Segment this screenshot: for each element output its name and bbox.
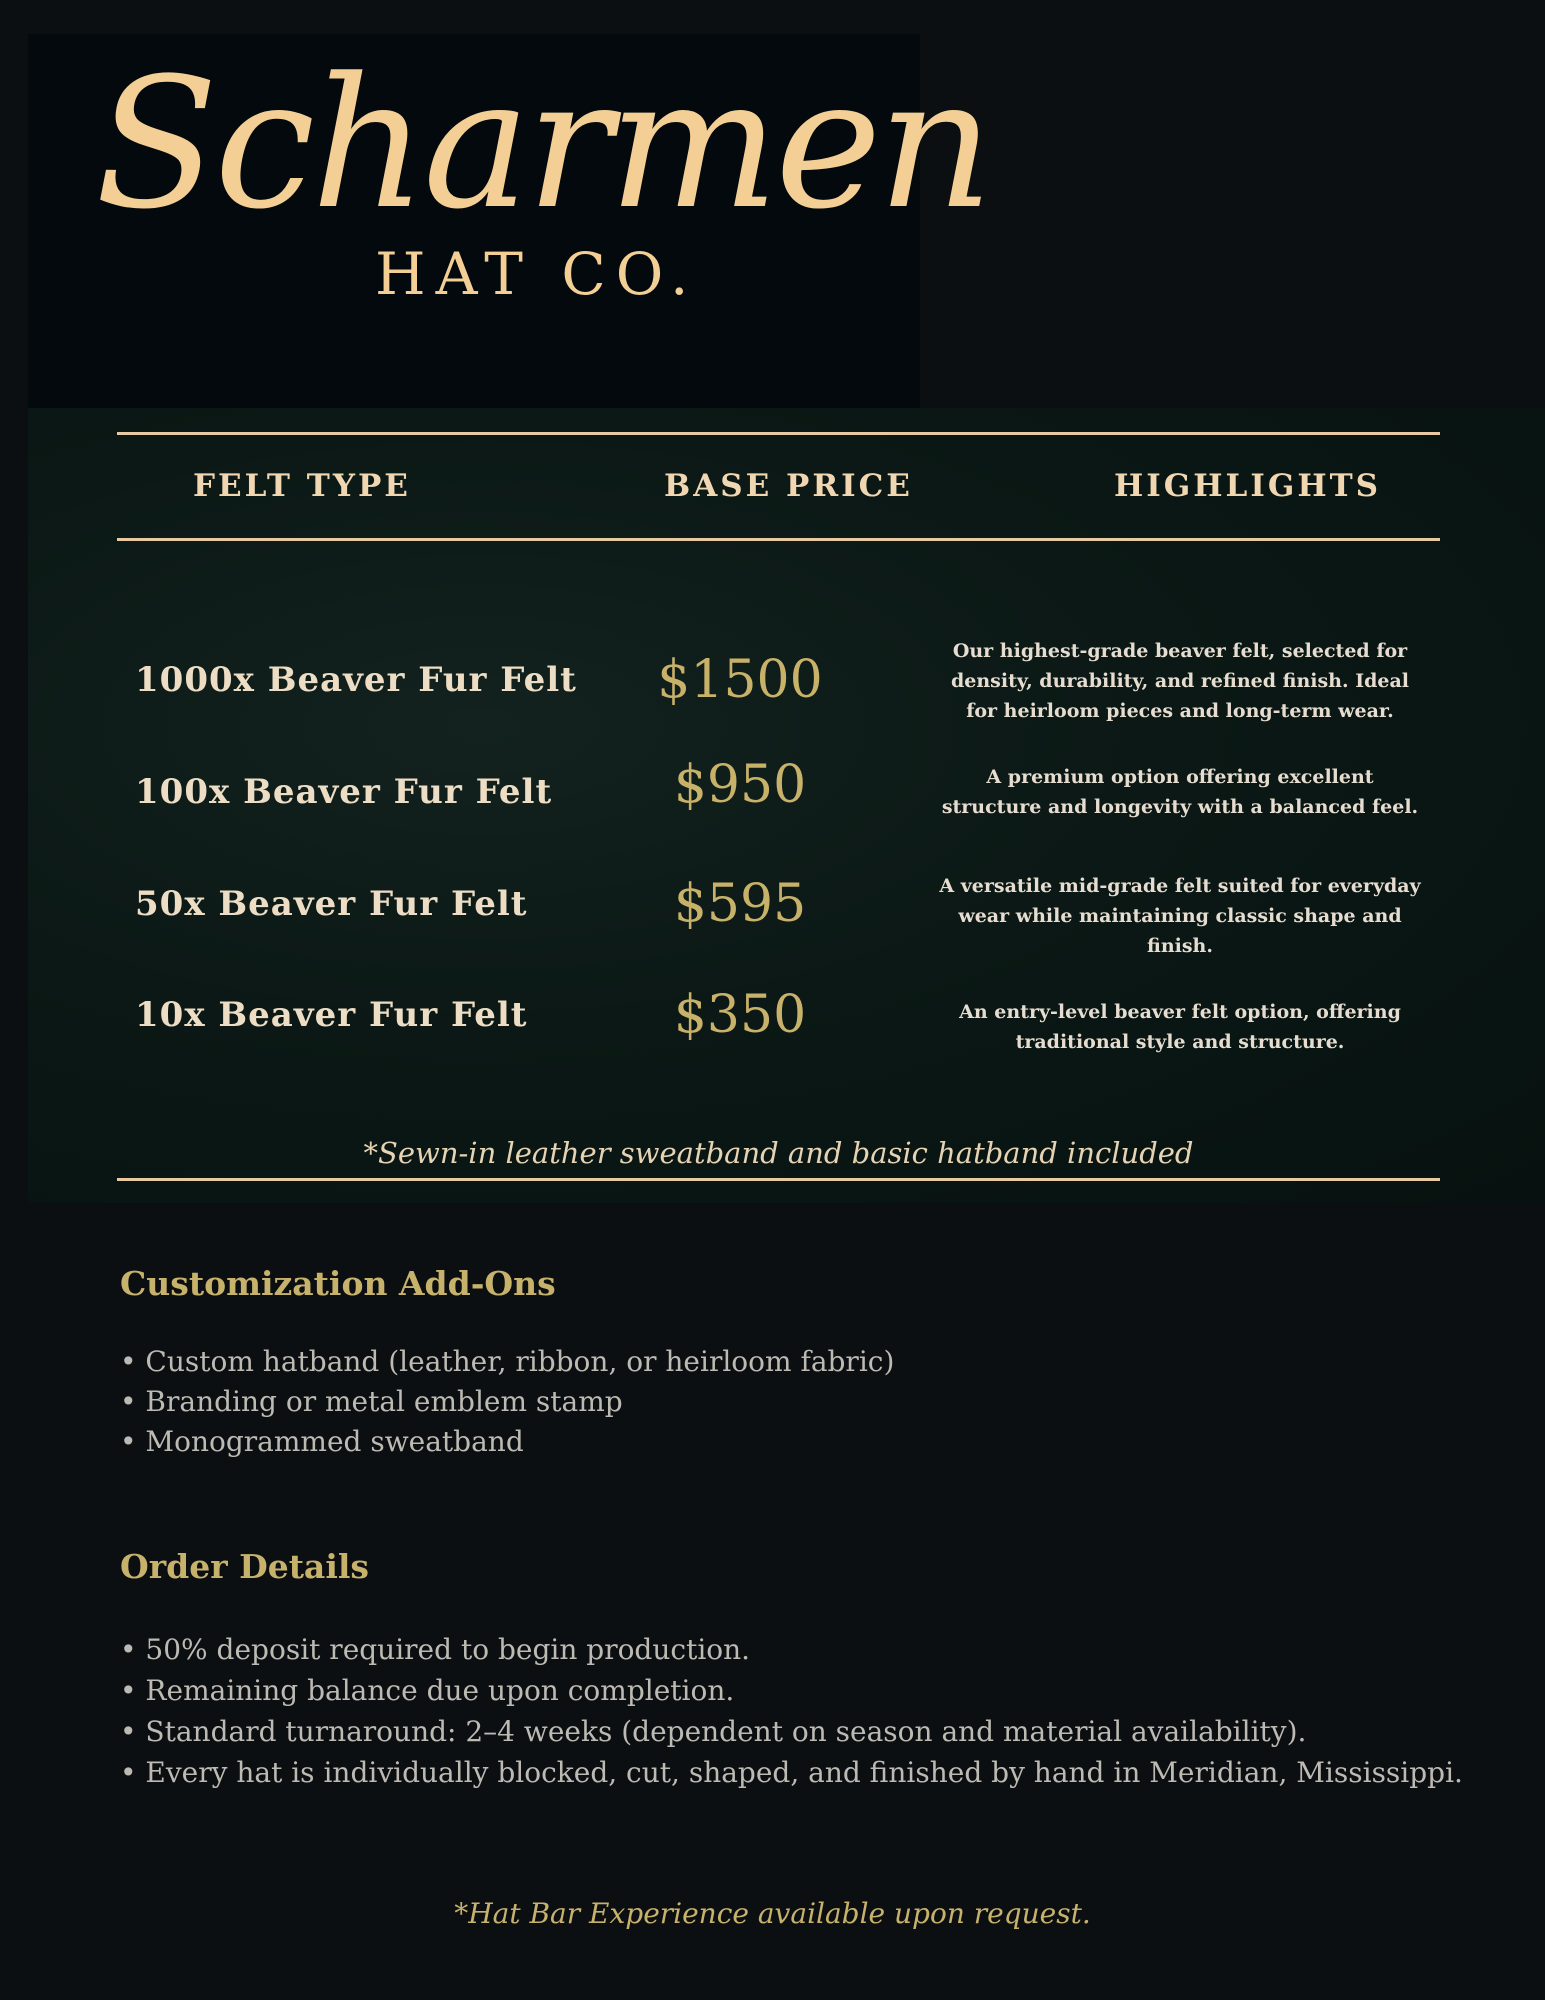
table-top-rule bbox=[117, 432, 1440, 435]
felt-name-100x: 100x Beaver Fur Felt bbox=[135, 772, 553, 812]
logo-subtitle: HAT CO. bbox=[375, 240, 699, 308]
order-details-title: Order Details bbox=[120, 1547, 369, 1586]
header-base-price: BASE PRICE bbox=[664, 468, 913, 504]
list-item: • Standard turnaround: 2–4 weeks (dependent on season and material availability). bbox=[120, 1715, 1307, 1748]
felt-price-10x: $350 bbox=[673, 985, 807, 1045]
list-item: • Branding or metal emblem stamp bbox=[120, 1385, 623, 1418]
felt-highlight-50x: A versatile mid-grade felt suited for everyday wear while maintaining classic shape and finish. bbox=[939, 875, 1421, 957]
felt-name-1000x: 1000x Beaver Fur Felt bbox=[135, 660, 577, 700]
footer-note: *Hat Bar Experience available upon request. bbox=[454, 1897, 1091, 1930]
felt-highlight-1000x: Our highest-grade beaver felt, selected for density, durability, and refined finish. Ideal for heirloom pieces and long-term wear. bbox=[950, 640, 1410, 722]
order-details-list bbox=[120, 1633, 1463, 1797]
list-item: • Every hat is individually blocked, cut, shaped, and finished by hand in Meridian, Mississippi. bbox=[120, 1756, 1463, 1789]
customization-title: Customization Add-Ons bbox=[120, 1264, 556, 1303]
felt-highlight-10x: An entry-level beaver felt option, offering traditional style and structure. bbox=[959, 1001, 1401, 1053]
table-header-rule bbox=[117, 538, 1440, 541]
list-item: • 50% deposit required to begin production. bbox=[120, 1633, 751, 1666]
list-item: • Remaining balance due upon completion. bbox=[120, 1674, 735, 1707]
felt-name-10x: 10x Beaver Fur Felt bbox=[135, 995, 528, 1035]
logo-script-wordmark: Scharmen bbox=[95, 40, 990, 249]
felt-price-1000x: $1500 bbox=[657, 650, 823, 710]
list-item: • Monogrammed sweatband bbox=[120, 1425, 524, 1458]
list-item: • Custom hatband (leather, ribbon, or heirloom fabric) bbox=[120, 1345, 895, 1378]
felt-price-100x: $950 bbox=[673, 755, 807, 815]
customization-list bbox=[120, 1345, 894, 1465]
header-highlights: HIGHLIGHTS bbox=[1114, 468, 1382, 504]
included-note: *Sewn-in leather sweatband and basic hatband included bbox=[363, 1136, 1194, 1170]
header-felt-type: FELT TYPE bbox=[193, 468, 411, 504]
felt-name-50x: 50x Beaver Fur Felt bbox=[135, 884, 528, 924]
felt-highlight-100x: A premium option offering excellent structure and longevity with a balanced feel. bbox=[941, 766, 1419, 818]
table-bottom-rule bbox=[117, 1178, 1440, 1181]
felt-price-50x: $595 bbox=[673, 874, 807, 934]
